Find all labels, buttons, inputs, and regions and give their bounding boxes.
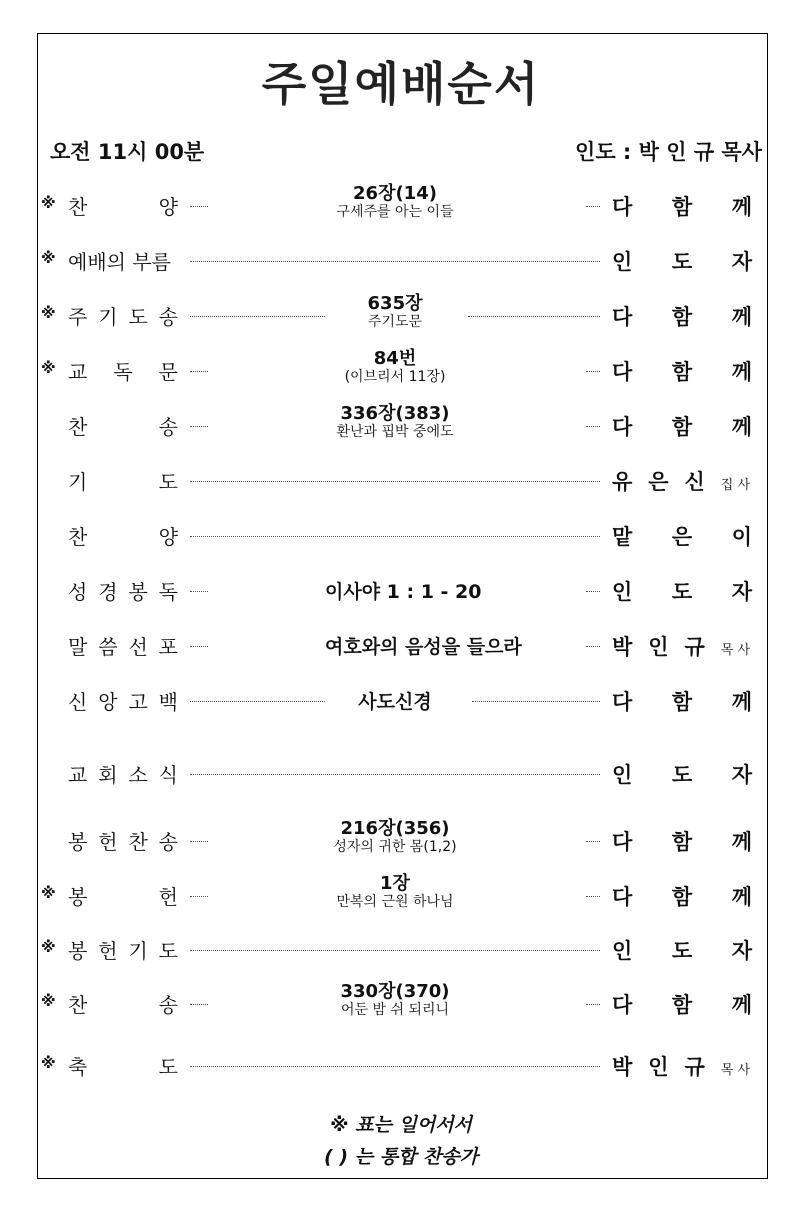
item-person: 인 도 자 [612,763,752,787]
order-item [0,924,802,972]
dotted-leader [190,426,208,427]
hymn-number: 26장(14) [353,183,437,204]
page-title: 주일예배순서 [261,57,541,111]
item-label: 교 회 소 식 [68,763,178,787]
item-detail [325,184,465,220]
dotted-leader [472,701,600,702]
item-person: 다 함 께 [612,415,752,439]
dotted-leader [586,896,600,897]
service-leader: 인도 : 박 인 규 목사 [575,140,762,164]
item-person: 맡 은 이 [612,525,752,549]
dotted-leader [190,591,208,592]
item-person: 박 인 규 목 사 [612,635,750,659]
standing-mark: ※ [41,304,56,322]
item-label: 찬 송 [68,415,178,439]
dotted-leader [190,774,600,775]
order-item [0,748,802,796]
hymn-title: 구세주를 아는 이들 [336,204,454,220]
item-label: 주 기 도 송 [68,305,178,329]
hymn-title: 어둔 밤 쉬 되리니 [340,1002,450,1018]
item-label: 예배의 부름 [68,250,171,274]
footer-note-hymnal: ( ) 는 통합 찬송가 [324,1146,478,1168]
order-item [0,455,802,503]
standing-mark: ※ [41,992,56,1010]
item-person: 다 함 께 [612,830,752,854]
dotted-leader [190,950,600,951]
item-person: 인 도 자 [612,939,752,963]
item-detail [325,349,465,385]
dotted-leader [190,1066,600,1067]
item-person: 유 은 신 집 사 [612,470,750,494]
dotted-leader [190,1004,208,1005]
item-detail [325,632,522,659]
hymn-number: 330장(370) [340,981,450,1002]
item-detail [325,874,465,910]
dotted-leader [190,701,325,702]
item-person: 박 인 규 목 사 [612,1055,750,1079]
order-item [0,290,802,338]
item-person: 다 함 께 [612,690,752,714]
item-label: 봉 헌 찬 송 [68,830,178,854]
dotted-leader [190,896,208,897]
order-item [0,565,802,613]
item-label: 기 도 [68,470,178,494]
standing-mark: ※ [41,249,56,267]
dotted-leader [190,646,208,647]
standing-mark: ※ [41,359,56,377]
dotted-leader [190,261,600,262]
dotted-leader [586,591,600,592]
order-item [0,180,802,228]
item-detail [325,819,465,855]
item-person: 다 함 께 [612,195,752,219]
item-detail [325,404,465,440]
dotted-leader [586,206,600,207]
dotted-leader [190,841,208,842]
hymn-title: 환난과 핍박 중에도 [336,424,454,440]
hymn-number: 635장 [367,293,423,314]
dotted-leader [190,316,325,317]
item-label: 찬 양 [68,525,178,549]
item-label: 찬 송 [68,993,178,1017]
standing-mark: ※ [41,884,56,902]
hymn-title: 주기도문 [367,314,423,330]
order-item [0,235,802,283]
dotted-leader [190,206,208,207]
dotted-leader [586,646,600,647]
item-label: 봉 헌 기 도 [68,939,178,963]
item-detail [325,577,482,604]
item-detail [325,294,465,330]
item-label: 말 씀 선 포 [68,635,178,659]
order-item [0,675,802,723]
item-person: 인 도 자 [612,580,752,604]
order-item [0,345,802,393]
dotted-leader [586,371,600,372]
item-person: 다 함 께 [612,885,752,909]
item-label: 봉 헌 [68,885,178,909]
item-person: 다 함 께 [612,993,752,1017]
hymn-number: 336장(383) [340,403,450,424]
dotted-leader [190,536,600,537]
dotted-leader [468,316,600,317]
item-label: 교 독 문 [68,360,178,384]
hymn-title: 성자의 귀한 몸(1,2) [333,839,457,855]
service-time: 오전 11시 00분 [50,140,205,164]
item-text: 사도신경 [358,691,432,713]
item-person: 다 함 께 [612,305,752,329]
dotted-leader [586,426,600,427]
standing-mark: ※ [41,1054,56,1072]
hymn-title: 만복의 근원 하나님 [336,894,454,910]
item-text: 여호와의 음성을 들으라 [325,636,522,658]
item-person: 다 함 께 [612,360,752,384]
item-label: 성 경 봉 독 [68,580,178,604]
order-item [0,400,802,448]
hymn-title: (이브리서 11장) [344,369,446,385]
dotted-leader [190,371,208,372]
order-item [0,870,802,918]
order-item [0,620,802,668]
order-item [0,978,802,1026]
standing-mark: ※ [41,194,56,212]
item-label: 찬 양 [68,195,178,219]
item-person: 인 도 자 [612,250,752,274]
item-detail [325,982,465,1018]
dotted-leader [586,1004,600,1005]
item-label: 신 앙 고 백 [68,690,178,714]
item-label: 축 도 [68,1055,178,1079]
hymn-number: 1장 [380,873,410,894]
dotted-leader [190,481,600,482]
item-text: 이사야 1 : 1 - 20 [325,581,482,603]
order-item [0,1040,802,1088]
footer-note-standing: ※ 표는 일어서서 [330,1114,472,1136]
order-item [0,815,802,863]
dotted-leader [586,841,600,842]
order-item [0,510,802,558]
hymn-number: 84번 [373,348,417,369]
standing-mark: ※ [41,938,56,956]
item-detail [325,687,465,714]
hymn-number: 216장(356) [340,818,450,839]
